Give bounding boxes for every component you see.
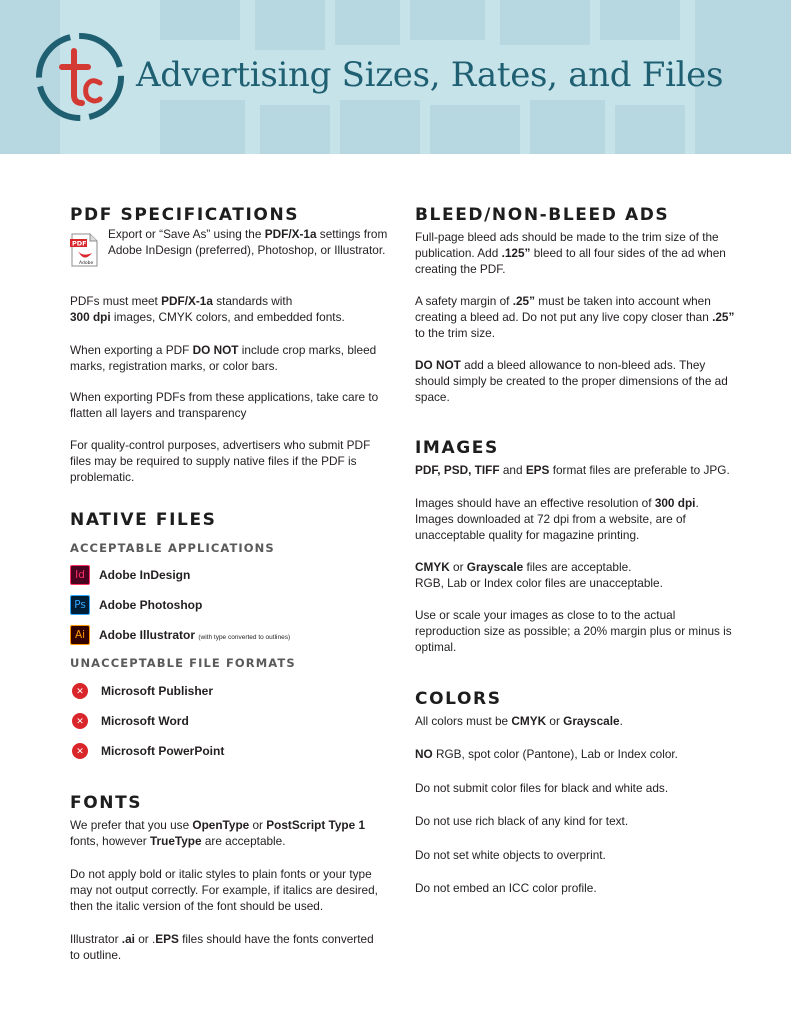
app-note: (with type converted to outlines) bbox=[198, 634, 291, 641]
images-heading: IMAGES bbox=[415, 438, 499, 458]
indesign-icon: Id bbox=[70, 565, 90, 585]
acceptable-applications-heading: ACCEPTABLE APPLICATIONS bbox=[70, 541, 275, 555]
pdf-spec-export-text: Export or “Save As” using the PDF/X-1a settings from Adobe InDesign (preferred), Photoshop, or Illustrator. bbox=[108, 227, 388, 257]
page-title: Advertising Sizes, Rates, and Files bbox=[136, 55, 724, 95]
native-files-heading: NATIVE FILES bbox=[70, 510, 217, 530]
pdf-spec-marks-text: When exporting a PDF DO NOT include crop marks, bleed marks, registration marks, or color bars. bbox=[70, 343, 377, 373]
colors-bw-text: Do not submit color files for black and white ads. bbox=[415, 781, 669, 795]
unacceptable-formats-heading: UNACCEPTABLE FILE FORMATS bbox=[70, 656, 296, 670]
bleed-trim-text: Full-page bleed ads should be made to the trim size of the publication. Add .125” bleed to all four sides of the ad when creating the PDF. bbox=[415, 230, 726, 276]
colors-overprint-text: Do not set white objects to overprint. bbox=[415, 848, 606, 862]
images-resolution-text: Images should have an effective resolution of 300 dpi. Images downloaded at 72 dpi from a website, are of unacceptable quality for magazine printing. bbox=[415, 496, 699, 542]
bleed-non-bleed-text: DO NOT add a bleed allowance to non-bleed ads. They should simply be created to the proper dimensions of the ad space. bbox=[415, 358, 728, 404]
colors-heading: COLORS bbox=[415, 689, 502, 709]
error-x-icon: ✕ bbox=[72, 683, 88, 699]
pdf-spec-standards-text: PDFs must meet PDF/X-1a standards with 300 dpi images, CMYK colors, and embedded fonts. bbox=[70, 294, 345, 324]
svg-text:PDF: PDF bbox=[72, 239, 87, 248]
colors-cmyk-text: All colors must be CMYK or Grayscale. bbox=[415, 714, 623, 728]
fonts-heading: FONTS bbox=[70, 793, 143, 813]
images-scale-text: Use or scale your images as close to to the actual reproduction size as possible; a 20% margin plus or minus is optimal. bbox=[415, 608, 732, 654]
app-photoshop bbox=[70, 595, 202, 615]
app-label: Adobe Photoshop bbox=[99, 598, 203, 612]
pdf-spec-flatten-text: When exporting PDFs from these applications, take care to flatten all layers and transparency bbox=[70, 390, 379, 420]
app-illustrator bbox=[70, 625, 290, 645]
app-label: Adobe InDesign bbox=[99, 568, 191, 582]
photoshop-icon: Ps bbox=[70, 595, 90, 615]
format-label: Microsoft Word bbox=[101, 714, 189, 728]
format-label: Microsoft Publisher bbox=[101, 684, 214, 698]
colors-no-rgb-text: NO RGB, spot color (Pantone), Lab or Index color. bbox=[415, 747, 678, 761]
pdf-spec-quality-text: For quality-control purposes, advertisers who submit PDF files may be required to supply native files if the PDF is problematic. bbox=[70, 438, 371, 484]
bleed-heading: BLEED/NON-BLEED ADS bbox=[415, 205, 670, 225]
fonts-outline-text: Illustrator .ai or .EPS files should have the fonts converted to outline. bbox=[70, 932, 374, 962]
images-color-mode-text: CMYK or Grayscale files are acceptable. RGB, Lab or Index color files are unacceptable. bbox=[415, 560, 663, 590]
pdf-specifications-heading: PDF SPECIFICATIONS bbox=[70, 205, 300, 225]
error-x-icon: ✕ bbox=[72, 743, 88, 759]
illustrator-icon: Ai bbox=[70, 625, 90, 645]
bleed-safety-text: A safety margin of .25” must be taken into account when creating a bleed ad. Do not put any live copy closer than .25” to the trim size. bbox=[415, 294, 735, 340]
format-powerpoint bbox=[72, 742, 224, 760]
fonts-preference-text: We prefer that you use OpenType or PostScript Type 1 fonts, however TrueType are acceptable. bbox=[70, 818, 366, 848]
format-label: Microsoft PowerPoint bbox=[101, 744, 225, 758]
error-x-icon: ✕ bbox=[72, 713, 88, 729]
images-formats-text: PDF, PSD, TIFF and EPS format files are preferable to JPG. bbox=[415, 463, 730, 477]
colors-icc-text: Do not embed an ICC color profile. bbox=[415, 881, 597, 895]
tosa-connection-logo bbox=[34, 31, 126, 123]
pdf-file-icon bbox=[70, 233, 98, 267]
format-publisher bbox=[72, 682, 213, 700]
app-indesign bbox=[70, 565, 190, 585]
app-label: Adobe Illustrator (with type converted to outlines) bbox=[99, 628, 291, 642]
svg-text:Adobe: Adobe bbox=[79, 261, 94, 266]
format-word bbox=[72, 712, 189, 730]
fonts-styles-text: Do not apply bold or italic styles to plain fonts or your type may not output correctly. For example, if italics are desired, then the italic version of the font should be used. bbox=[70, 867, 378, 913]
header-banner bbox=[0, 0, 791, 154]
colors-rich-black-text: Do not use rich black of any kind for text. bbox=[415, 814, 629, 828]
